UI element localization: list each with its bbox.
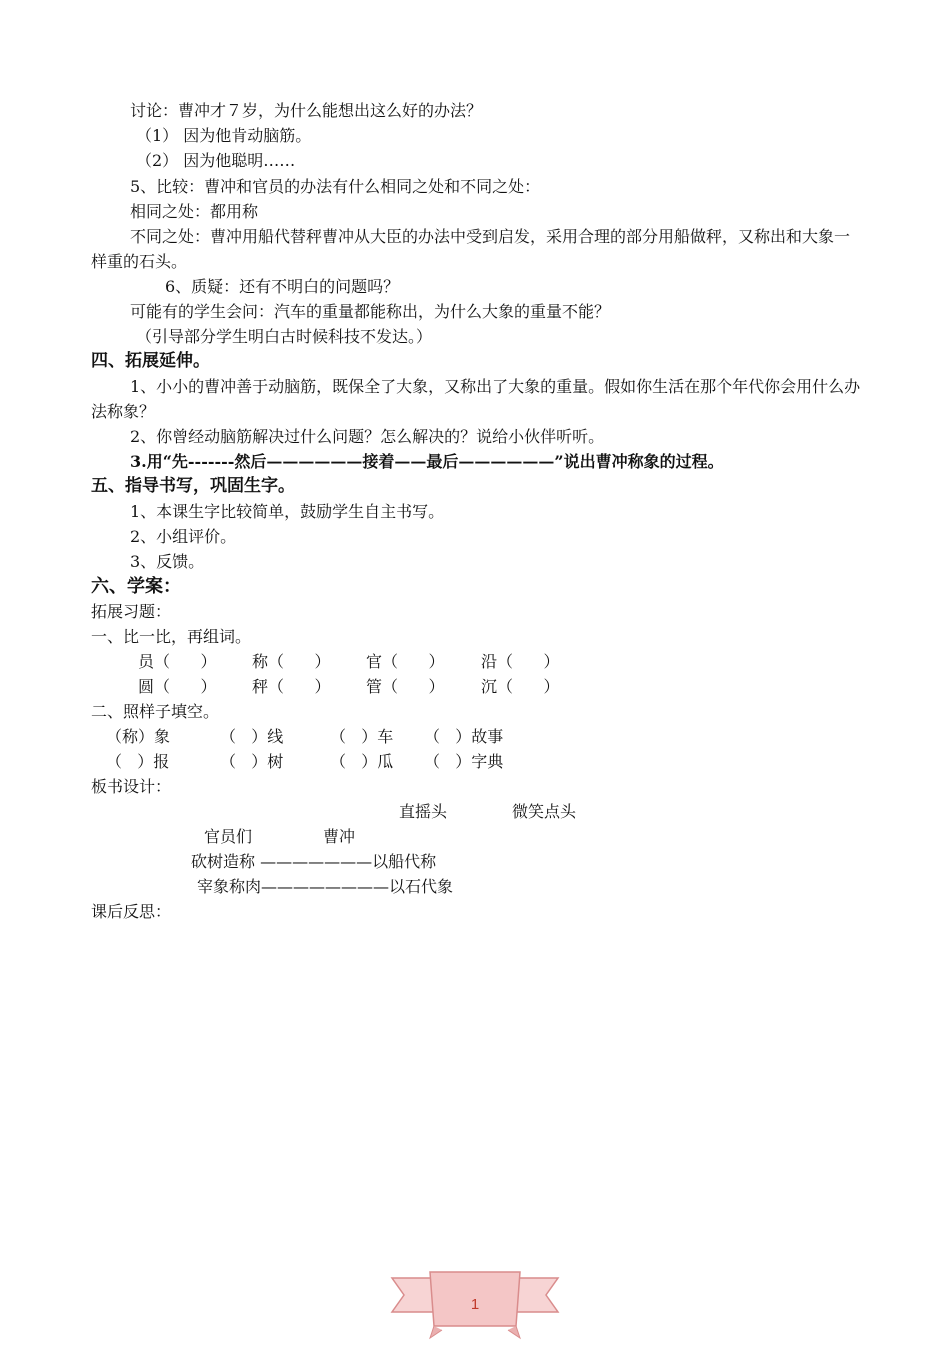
fill-cell: （ ）树 xyxy=(220,752,284,771)
compare-cell: 称（ ） xyxy=(252,652,331,671)
compare-cell: 圆（ ） xyxy=(138,677,217,696)
fill-row xyxy=(0,749,950,774)
reflection-title: 课后反思： xyxy=(91,902,172,921)
board-officials: 官员们 xyxy=(204,827,253,846)
compare-row xyxy=(0,649,950,674)
exercise-compare-title: 一、比一比，再组词。 xyxy=(91,627,252,646)
page-number: 1 xyxy=(470,1296,480,1313)
possible-question: 可能有的学生会问：汽车的重量都能称出，为什么大象的重量不能？ xyxy=(130,302,611,321)
compare-row xyxy=(0,674,950,699)
fill-cell: （ ）字典 xyxy=(424,752,504,771)
board-method-1: 砍树造称 ———————以船代称 xyxy=(191,852,437,871)
board-reaction-caochong: 微笑点头 xyxy=(512,802,577,821)
compare-step: 5、比较：曹冲和官员的办法有什么相同之处和不同之处： xyxy=(130,177,541,196)
compare-cell: 秤（ ） xyxy=(252,677,331,696)
fill-cell: （ ）瓜 xyxy=(330,752,394,771)
writing-item-1: 1、本课生字比较简单，鼓励学生自主书写。 xyxy=(130,502,445,521)
extension-item-3: 3.用“先-------然后——————接着——最后——————”说出曹冲称象的过程。 xyxy=(130,452,724,471)
exercise-fill-title: 二、照样子填空。 xyxy=(91,702,220,721)
question-step: 6、质疑：还有不明白的问题吗？ xyxy=(165,277,400,296)
compare-cell: 员（ ） xyxy=(138,652,217,671)
section-heading-study-plan: 六、学案： xyxy=(91,576,181,597)
section-heading-writing: 五、指导书写，巩固生字。 xyxy=(91,476,295,496)
page-number-ribbon xyxy=(390,1268,560,1344)
board-design-title: 板书设计： xyxy=(91,777,172,796)
guidance-note: （引导部分学生明白古时候科技不发达。） xyxy=(136,327,433,346)
fill-cell: （称）象 xyxy=(106,727,171,746)
fill-row xyxy=(0,724,950,749)
fill-cell: （ ）车 xyxy=(330,727,394,746)
extension-item-2: 2、你曾经动脑筋解决过什么问题？怎么解决的？说给小伙伴听听。 xyxy=(130,427,605,446)
discussion-question: 讨论：曹冲才７岁，为什么能想出这么好的办法？ xyxy=(130,101,483,120)
fill-cell: （ ）报 xyxy=(106,752,170,771)
compare-cell: 沿（ ） xyxy=(481,652,560,671)
section-heading-extension: 四、拓展延伸。 xyxy=(91,351,210,371)
exercise-title: 拓展习题： xyxy=(91,602,172,621)
difference: 不同之处：曹冲用船代替秤曹冲从大臣的办法中受到启发，采用合理的部分用船做秤，又称出和大象一样重的石头。 xyxy=(91,227,851,271)
compare-cell: 沉（ ） xyxy=(481,677,560,696)
board-method-2: 宰象称肉————————以石代象 xyxy=(197,877,454,896)
compare-cell: 管（ ） xyxy=(366,677,445,696)
board-caochong: 曹冲 xyxy=(323,827,356,846)
writing-item-3: 3、反馈。 xyxy=(130,552,205,571)
extension-item-1: 1、小小的曹冲善于动脑筋，既保全了大象，又称出了大象的重量。假如你生活在那个年代你会用什么办法称象？ xyxy=(91,377,861,421)
writing-item-2: 2、小组评价。 xyxy=(130,527,237,546)
board-reaction-officials: 直摇头 xyxy=(399,802,448,821)
fill-cell: （ ）故事 xyxy=(424,727,504,746)
similarity: 相同之处：都用称 xyxy=(130,202,259,221)
answer-1: （1） 因为他肯动脑筋。 xyxy=(136,126,312,145)
answer-2: （2） 因为他聪明…… xyxy=(136,151,296,170)
compare-cell: 官（ ） xyxy=(366,652,445,671)
fill-cell: （ ）线 xyxy=(220,727,284,746)
